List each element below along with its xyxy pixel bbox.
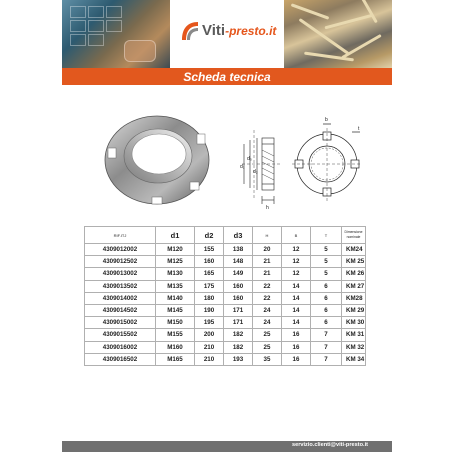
table-cell: 6 [311,304,342,316]
table-cell: 14 [282,292,311,304]
spec-table [84,226,366,366]
table-cell: KM 29 [342,304,366,316]
table-cell: 149 [224,268,253,280]
d1-label: d₁ [240,164,245,170]
table-cell: 21 [253,268,282,280]
table-cell: 35 [253,353,282,365]
col-t: T [311,227,342,244]
table-cell: M165 [156,353,195,365]
table-cell: 20 [253,244,282,256]
b-label: b [325,117,328,123]
table-cell: 16 [282,341,311,353]
table-cell: M155 [156,329,195,341]
table-header-row [85,227,366,244]
table-cell: 5 [311,268,342,280]
logo-swoosh-icon [180,20,200,42]
table-cell: 148 [224,256,253,268]
table-cell: KM 27 [342,280,366,292]
table-cell: KM 25 [342,256,366,268]
table-cell: KM28 [342,292,366,304]
table-cell: 4309013002 [85,268,156,280]
table-cell: KM 26 [342,268,366,280]
table-cell: 24 [253,304,282,316]
table-cell: KM 32 [342,341,366,353]
page-title: Scheda tecnica [183,70,271,84]
col-d2: d2 [195,227,224,244]
table-row [85,292,366,304]
table-cell: M135 [156,280,195,292]
table-cell: 24 [253,317,282,329]
table-cell: 7 [311,341,342,353]
table-cell: 171 [224,304,253,316]
title-bar [62,68,392,85]
table-row [85,353,366,365]
table-row [85,317,366,329]
table-cell: 14 [282,280,311,292]
table-cell: 12 [282,256,311,268]
table-cell: 6 [311,292,342,304]
table-cell: 21 [253,256,282,268]
table-cell: 182 [224,329,253,341]
col-nominal: Dimensione nominale [342,227,366,244]
table-cell: 200 [195,329,224,341]
table-cell: 210 [195,353,224,365]
table-cell: 4309013502 [85,280,156,292]
screws-photo [284,0,392,68]
table-cell: 4309016002 [85,341,156,353]
table-cell: 4309012502 [85,256,156,268]
table-cell: 14 [282,317,311,329]
table-cell: 5 [311,256,342,268]
table-cell: 25 [253,329,282,341]
table-cell: 160 [224,292,253,304]
table-cell: 175 [195,280,224,292]
table-cell: M160 [156,341,195,353]
datasheet-page [62,0,392,452]
brand-name: Viti [202,22,226,39]
spec-table-body [85,244,366,366]
table-cell: 7 [311,353,342,365]
lock-nut-drawing [102,110,362,220]
table-cell: 190 [195,304,224,316]
col-h: H [253,227,282,244]
front-view [292,124,362,202]
table-cell: 180 [195,292,224,304]
col-d3: d3 [224,227,253,244]
table-cell: 4309012002 [85,244,156,256]
table-cell: 4309016502 [85,353,156,365]
col-ref: RIF.ITJ [85,227,156,244]
table-row [85,268,366,280]
h-label: h [266,205,269,211]
table-cell: 14 [282,304,311,316]
table-cell: KM 30 [342,317,366,329]
table-cell: 4309015502 [85,329,156,341]
header-banner [62,0,392,68]
table-cell: 6 [311,280,342,292]
col-d1: d1 [156,227,195,244]
table-cell: M145 [156,304,195,316]
table-cell: 182 [224,341,253,353]
table-cell: 195 [195,317,224,329]
table-cell: 138 [224,244,253,256]
nut-photo [105,116,209,204]
table-cell: 6 [311,317,342,329]
table-cell: 12 [282,268,311,280]
table-cell: 4309014002 [85,292,156,304]
section-view [242,130,280,204]
table-cell: 22 [253,292,282,304]
col-b: B [282,227,311,244]
table-cell: M150 [156,317,195,329]
table-cell: 25 [253,341,282,353]
table-cell: M125 [156,256,195,268]
table-cell: 7 [311,329,342,341]
table-cell: KM 34 [342,353,366,365]
table-row [85,244,366,256]
logo[interactable] [170,0,284,68]
table-cell: 210 [195,341,224,353]
table-cell: 171 [224,317,253,329]
brand-accent: -presto.it [225,24,277,38]
table-cell: 5 [311,244,342,256]
table-cell: 16 [282,329,311,341]
table-cell: 165 [195,268,224,280]
table-row [85,329,366,341]
table-cell: 193 [224,353,253,365]
table-cell: M140 [156,292,195,304]
table-row [85,341,366,353]
table-cell: 155 [195,244,224,256]
logo-wordmark [202,22,276,39]
table-cell: 16 [282,353,311,365]
footer-email[interactable]: servizio.clienti@viti-presto.it [291,442,368,448]
d2-label: d₂ [253,169,258,175]
table-cell: 4309014502 [85,304,156,316]
footer-bar [62,441,392,452]
table-row [85,256,366,268]
tools-photo [62,0,170,68]
table-cell: M130 [156,268,195,280]
t-label: t [358,126,360,132]
table-cell: KM24 [342,244,366,256]
table-cell: 12 [282,244,311,256]
table-row [85,304,366,316]
table-cell: 160 [224,280,253,292]
table-cell: 160 [195,256,224,268]
table-cell: KM 31 [342,329,366,341]
d3-label: d₃ [247,156,252,162]
table-cell: 22 [253,280,282,292]
table-row [85,280,366,292]
table-cell: M120 [156,244,195,256]
table-cell: 4309015002 [85,317,156,329]
